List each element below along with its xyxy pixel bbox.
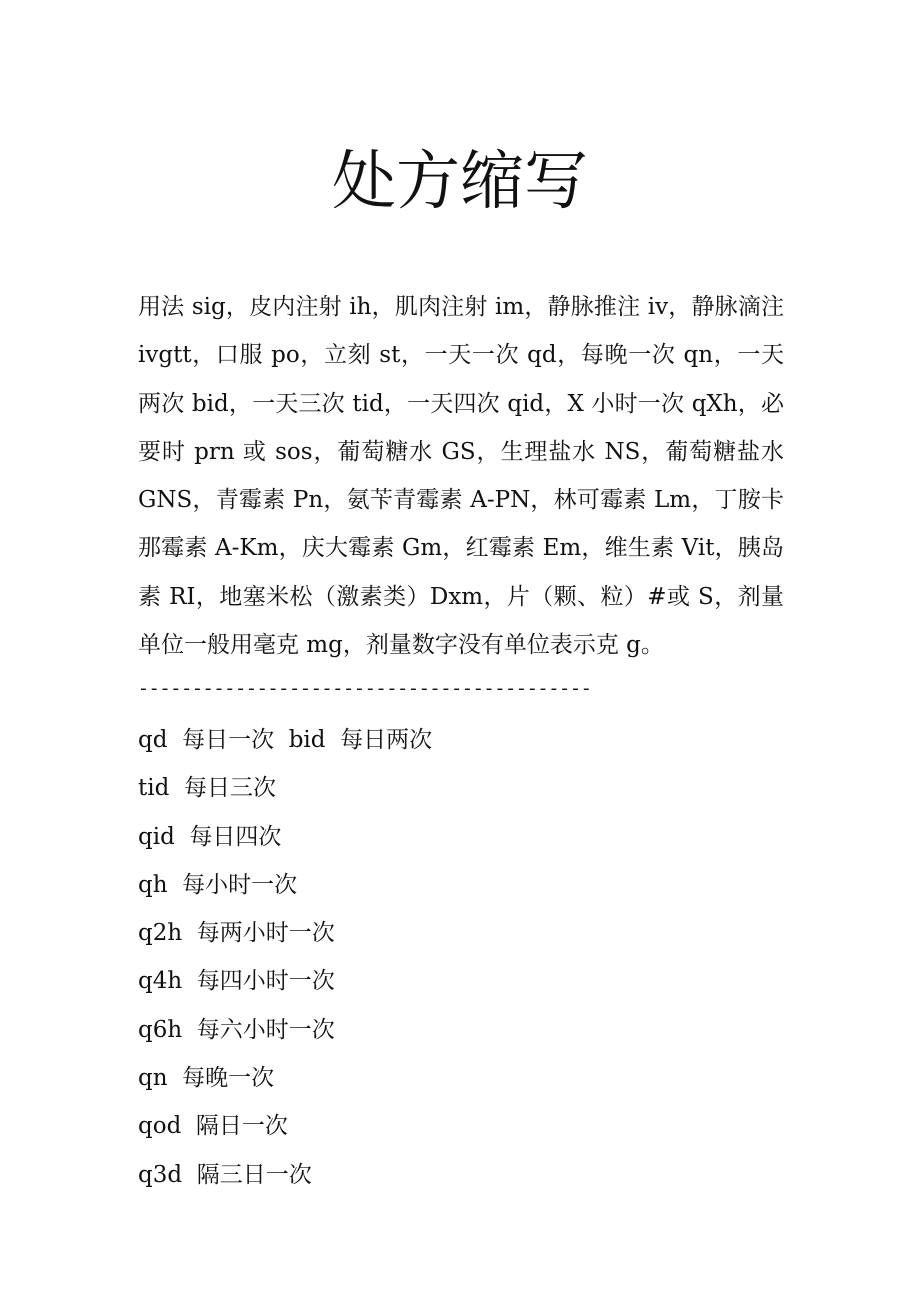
- list-item: q4h 每四小时一次: [138, 968, 335, 995]
- list-item: q6h 每六小时一次: [138, 1016, 335, 1043]
- list-item: q3d 隔三日一次: [138, 1161, 312, 1188]
- list-item: q2h 每两小时一次: [138, 920, 335, 947]
- list-item: qh 每小时一次: [138, 871, 298, 898]
- list-item: qn 每晚一次: [138, 1065, 275, 1092]
- list-item: qid 每日四次: [138, 823, 282, 850]
- dashed-divider: ------------------------------------------: [138, 680, 592, 700]
- abbreviation-list: [138, 716, 432, 1199]
- abbreviation-paragraph: 用法 sig，皮内注射 ih，肌肉注射 im，静脉推注 iv，静脉滴注 ivgtt，口服 po，立刻 st，一天一次 qd，每晚一次 qn，一天两次 bid，一天三次 tid，一天四次 qid，X 小时一次 qXh，必要时 prn 或 sos，葡萄糖水 GS，生理盐水 NS，葡萄糖盐水 GNS，青霉素 Pn，氨苄青霉素 A-PN，林可霉素 Lm，丁胺卡那霉素 A-Km，庆大霉素 Gm，红霉素 Em，维生素 Vit，胰岛素 RI，地塞米松（激素类）Dxm，片（颗、粒）#或 S，剂量单位一般用毫克 mg，剂量数字没有单位表示克 g。: [138, 294, 784, 659]
- list-item: tid 每日三次: [138, 775, 276, 802]
- document-title: 处方缩写: [332, 145, 588, 219]
- list-item: qod 隔日一次: [138, 1113, 288, 1140]
- list-item: qd 每日一次 bid 每日两次: [138, 727, 433, 753]
